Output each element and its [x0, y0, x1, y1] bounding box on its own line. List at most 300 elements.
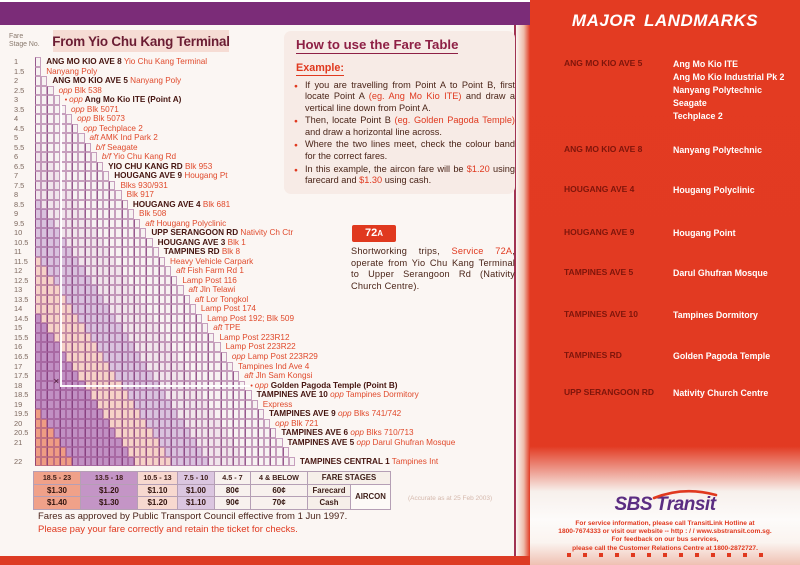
farecard-fare-cell: 80¢ [215, 484, 251, 497]
stop-label [171, 266, 244, 276]
stop-name: Lamp Post 223R29 [245, 351, 318, 361]
stop-label [258, 400, 293, 410]
stop-label [239, 371, 312, 381]
stop-name: Blk 1 [225, 237, 246, 247]
road-name: Ang Mo Kio ITE (Point A) [82, 95, 182, 105]
landmark-place: Ang Mo Kio Industrial Pk 2 [673, 72, 785, 82]
stop-name: opp [275, 418, 289, 428]
stop-label [252, 390, 419, 400]
landmark-place: Nanyang Polytechnic [673, 85, 762, 95]
landmark-place: Ang Mo Kio ITE [673, 59, 738, 69]
service-72a-badge [352, 225, 396, 242]
cash-fare-cell: $1.20 [138, 497, 178, 510]
tear-line-dot [615, 553, 619, 557]
stop-label [159, 247, 240, 257]
service-badge-text: 72 [364, 227, 378, 240]
stage-number: 21 [14, 437, 23, 447]
tear-line-dot [567, 553, 571, 557]
stop-name: Hougang Pt [182, 171, 228, 181]
stop-label [245, 381, 397, 391]
stop-name: aft [89, 133, 99, 143]
fare-band-cells [35, 342, 221, 352]
stop-name: Blks 930/931 [120, 180, 168, 190]
stage-number: 12 [14, 266, 23, 276]
stage-number: 7 [14, 171, 19, 181]
landmark-places [673, 58, 794, 123]
stop-label [227, 352, 318, 362]
stop-name: aft [194, 294, 204, 304]
stop-label [47, 76, 181, 86]
stop-name: Lamp Post 223R22 [225, 342, 296, 352]
howto-bullet-list [294, 80, 515, 188]
landmark-places [673, 227, 794, 240]
stop-name: opp [58, 85, 73, 95]
fare-band-cells [35, 200, 128, 210]
stage-number: 6.5 [14, 161, 25, 171]
stage-number: 9.5 [14, 218, 25, 228]
stage-number: 9 [14, 209, 19, 219]
stop-name: aft [213, 323, 223, 333]
stop-name: opp [348, 428, 364, 438]
fare-stage-row [8, 400, 455, 410]
cash-fare-cell: 70¢ [251, 497, 308, 510]
contact-info [533, 520, 797, 553]
instruction-text: Then, locate Point B [305, 115, 395, 126]
stop-name: b/f [101, 152, 111, 162]
cash-label: Cash [308, 497, 351, 510]
stage-number: 3.5 [14, 104, 25, 114]
fare-band-cells [35, 86, 54, 96]
fare-band-cells [35, 152, 97, 162]
example-horizontal-line [60, 385, 250, 388]
fare-band-cells [35, 228, 146, 238]
road-name: TAMPINES AVE 5 [287, 437, 355, 447]
road-name: HOUGANG AVE 9 [114, 171, 183, 181]
fare-band-cells [35, 114, 72, 124]
highlighted-text: $1.30 [359, 174, 383, 185]
stop-label [66, 105, 119, 115]
stage-number: 19.5 [14, 409, 29, 419]
road-name: Golden Pagoda Temple (Point B) [268, 380, 398, 390]
fare-band-cells [35, 419, 270, 429]
howto-bullet [294, 115, 515, 138]
stage-number: 8.5 [14, 199, 25, 209]
stop-label [289, 447, 294, 457]
stage-number: 5 [14, 133, 19, 143]
fare-band-cells [35, 238, 153, 248]
service-72a-description [351, 246, 515, 292]
stage-number: 13.5 [14, 294, 29, 304]
landmark-place: Seagate [673, 98, 707, 108]
landmark-road: TAMPINES AVE 5 [564, 267, 634, 277]
page-title: From Yio Chu Kang Terminal [52, 33, 230, 49]
stage-number: 11 [14, 247, 22, 257]
howto-bullet [294, 139, 515, 162]
landmark-place: Nativity Church Centre [673, 388, 769, 398]
stop-label [221, 342, 296, 352]
stop-name: opp [83, 123, 97, 133]
stage-number: 4.5 [14, 123, 25, 133]
stage-number [8, 447, 35, 457]
stop-name: Tampines Ind Ave 4 [238, 361, 310, 371]
stop-label [146, 228, 293, 238]
stage-number: 18 [14, 380, 23, 390]
major-landmarks-panel [530, 0, 800, 565]
road-name: ANG MO KIO AVE 8 [46, 57, 122, 66]
landmark-road: ANG MO KIO AVE 8 [564, 144, 643, 154]
stop-label [134, 209, 166, 219]
fare-band-cells [35, 181, 115, 191]
stop-label [295, 457, 438, 467]
stop-name: opp [335, 409, 352, 419]
stop-name: Blks 741/742 [351, 409, 402, 419]
stage-number: 18.5 [14, 390, 29, 400]
fare-stage-row [8, 209, 455, 219]
aircon-label: AIRCON [351, 484, 391, 509]
stage-number: 12.5 [14, 275, 29, 285]
road-name: HOUGANG AVE 4 [132, 199, 201, 209]
stop-name: opp [77, 114, 91, 124]
landmark-places [673, 267, 794, 280]
stage-number: 14.5 [14, 313, 29, 323]
stop-label [177, 276, 236, 286]
tear-line-dot [631, 553, 635, 557]
stage-number: 2 [14, 76, 19, 86]
landmark-place: Hougang Polyclinic [673, 185, 755, 195]
stop-name: b/f [95, 142, 105, 152]
landmark-place: Nanyang Polytechnic [673, 145, 762, 155]
accuracy-note: (Accurate as at 25 Feb 2003) [408, 495, 493, 502]
cash-fare-cell: $1.10 [178, 497, 215, 510]
fare-stage-row [8, 409, 455, 419]
tear-line-dot [711, 553, 715, 557]
service-badge-text: A [377, 228, 384, 238]
highlighted-text: (eg. Ang Mo Kio ITE) [368, 91, 462, 102]
fare-band-cells [35, 276, 177, 286]
fare-stage-row [8, 371, 455, 381]
fare-band-cells [35, 390, 252, 400]
fare-range-cell: 18.5 - 23 [34, 472, 81, 485]
fare-stage-row [8, 447, 455, 457]
logo-swoosh-icon [652, 488, 718, 500]
stop-name: Nanyang Poly [46, 66, 98, 76]
fare-band-cells [35, 95, 60, 105]
stage-number: 16 [14, 342, 23, 352]
stop-label [190, 295, 249, 305]
contact-line: For service information, please call TransitLink Hotline at [575, 520, 755, 527]
service-description-text: Shortworking trips, [351, 246, 452, 256]
howto-bullet [294, 164, 515, 187]
tear-line-dot [599, 553, 603, 557]
stop-name: Blk 5071 [84, 104, 119, 114]
stop-name: Fish Farm Rd 1 [185, 266, 244, 276]
road-name: HOUGANG AVE 3 [157, 237, 226, 247]
stop-name: Blk 681 [200, 199, 231, 209]
example-intersection-marker: ✕ [53, 377, 60, 386]
stop-name: Nativity Ch Ctr [238, 228, 294, 238]
stop-name: Darul Ghufran Mosque [370, 437, 456, 447]
fare-stage-column-label [9, 33, 53, 49]
fare-range-cell: 4 & BELOW [251, 472, 308, 485]
tear-line-dot [727, 553, 731, 557]
stage-number: 4 [14, 114, 19, 124]
bottom-red-strip [0, 556, 530, 565]
stop-label [122, 190, 154, 200]
fare-band-cells [35, 371, 239, 381]
stop-name: Tampines Int [389, 456, 439, 466]
stop-name: aft [244, 371, 254, 381]
stage-number: 17 [14, 361, 23, 371]
stop-name: Lamp Post 116 [182, 275, 237, 285]
contact-line: For feedback on our bus services, [611, 536, 719, 544]
stop-name: opp [327, 390, 344, 400]
stop-name: Blk 538 [72, 85, 102, 95]
stop-name: Lor Tongkol [203, 294, 249, 304]
fare-band-cells [35, 247, 159, 257]
major-landmarks-title: MAJOR LANDMARKS [571, 11, 759, 30]
stop-label [270, 419, 318, 429]
fare-band-cells [35, 295, 190, 305]
fare-stage-row [8, 323, 455, 333]
stop-label [208, 323, 240, 333]
stage-number: 8 [14, 190, 19, 200]
landmark-road: UPP SERANGOON RD [564, 387, 655, 397]
fare-stage-row [8, 304, 455, 314]
landmark-place: Hougang Point [673, 228, 736, 238]
landmark-place: Techplace 2 [673, 111, 723, 121]
stop-name: Yio Chu Kang Rd [110, 152, 177, 162]
fare-band-cells [35, 162, 103, 172]
stage-number: 22 [14, 456, 23, 466]
fare-band-cells [35, 143, 91, 153]
point-marker: • [64, 97, 70, 105]
stop-name: Blk 508 [139, 209, 167, 219]
fare-stage-row [8, 333, 455, 343]
stop-name: Blk 721 [288, 418, 319, 428]
fare-band-cells [35, 124, 78, 134]
stage-number: 6 [14, 152, 19, 162]
stop-label [264, 409, 401, 419]
fare-stage-row [8, 362, 455, 372]
stop-name: Jln Sam Kongsi [253, 371, 313, 381]
fare-stage-row [8, 438, 455, 448]
stage-number: 1.5 [14, 66, 25, 76]
contact-line: please call the Customer Relations Centre at 1800-2872727. [572, 544, 758, 552]
stop-label [115, 181, 167, 191]
fare-band-cells [35, 190, 122, 200]
fare-stage-row [8, 352, 455, 362]
landmark-places [673, 387, 794, 400]
landmark-place: Golden Pagoda Temple [673, 351, 771, 361]
road-name: TAMPINES AVE 10 [256, 390, 328, 400]
stop-name: Blk 953 [182, 161, 213, 171]
landmark-road: TAMPINES AVE 10 [564, 309, 638, 319]
tear-line-dot [583, 553, 587, 557]
stop-label [283, 438, 456, 448]
fare-range-cell: 7.5 - 10 [178, 472, 215, 485]
tear-line-dot [679, 553, 683, 557]
instruction-text: using farecard and [305, 163, 515, 185]
stop-label [276, 428, 413, 438]
fare-stage-row [8, 457, 455, 467]
road-name: ANG MO KIO AVE 5 [52, 76, 128, 86]
stop-label [233, 362, 309, 372]
stop-label [165, 257, 253, 267]
cash-fare-cell: $1.30 [81, 497, 138, 510]
panel-fold-gradient [516, 25, 530, 556]
stage-number: 10.5 [14, 237, 29, 247]
landmark-places [673, 184, 794, 197]
instruction-text: and draw a horizontal line across. [305, 126, 442, 137]
landmark-road: HOUGANG AVE 9 [564, 227, 635, 237]
stage-number: 15 [14, 323, 23, 333]
stop-name: Blk 917 [126, 190, 154, 200]
fare-band-cells [35, 400, 258, 410]
stop-name: aft [188, 285, 198, 295]
fare-range-cell: 13.5 - 18 [81, 472, 138, 485]
stop-name: opp [70, 104, 85, 114]
fare-band-cells [35, 257, 165, 267]
road-name: TAMPINES AVE 9 [268, 409, 336, 419]
stop-name: Techplace 2 [96, 123, 143, 133]
top-purple-band [0, 2, 530, 25]
stop-name: Seagate [104, 142, 138, 152]
contact-line: 1800-7674333 or visit our website -- http : / / www.sbstransit.com.sg. [558, 528, 772, 536]
stage-number: 3 [14, 95, 19, 105]
fare-band-cells [35, 438, 283, 448]
instruction-text: If you are travelling from Point A to Point B, first locate Point A [305, 80, 515, 102]
landmark-road: ANG MO KIO AVE 5 [564, 58, 643, 68]
landmark-places [673, 144, 794, 157]
stage-number: 10 [14, 228, 23, 238]
fare-stage-row [8, 390, 455, 400]
stage-number: 13 [14, 285, 23, 295]
stop-label [109, 171, 227, 181]
tear-line-dot [695, 553, 699, 557]
tear-line-dot [663, 553, 667, 557]
fare-stage-row [8, 342, 455, 352]
road-name: TAMPINES CENTRAL 1 [299, 456, 390, 466]
fares-approved-note: Fares as approved by Public Transport Council effective from 1 Jun 1997. [38, 511, 348, 522]
stop-label [54, 86, 102, 96]
tear-line-dot [647, 553, 651, 557]
stop-label [85, 133, 158, 143]
stage-number: 15.5 [14, 332, 29, 342]
service-number-text: Service 72A [451, 246, 513, 256]
stop-name: Blk 8 [219, 247, 241, 257]
fare-band-cells [35, 447, 289, 457]
stop-label [140, 219, 226, 229]
stop-label [78, 124, 143, 134]
stop-label [41, 57, 207, 67]
stop-name: Jln Telawi [197, 285, 236, 295]
point-marker: • [250, 382, 255, 390]
stage-number: 17.5 [14, 371, 29, 381]
stop-label [103, 162, 212, 172]
pay-fare-note: Please pay your fare correctly and retain the ticket for checks. [38, 524, 298, 535]
stop-label [202, 314, 294, 324]
tear-line-dot [759, 553, 763, 557]
fare-band-cells [35, 352, 227, 362]
dotted-tear-line [530, 553, 800, 557]
fare-stage-row [8, 200, 455, 210]
farecard-fare-cell: $1.20 [81, 484, 138, 497]
road-name: TAMPINES RD [163, 247, 220, 257]
logo-transit-text: Transit [656, 494, 716, 516]
fare-band-cells [35, 362, 233, 372]
stage-number: 14 [14, 304, 23, 314]
stop-label [184, 285, 236, 295]
stop-label [91, 143, 138, 153]
stop-name: AMK Ind Park 2 [98, 133, 158, 143]
highlighted-text: $1.20 [466, 163, 490, 174]
fare-band-cells [35, 457, 295, 467]
stop-name: opp [354, 437, 371, 447]
stop-name: opp [69, 95, 83, 105]
stop-label [72, 114, 125, 124]
stage-number: 19 [14, 399, 23, 409]
fare-band-cells [35, 428, 276, 438]
stage-number: 1 [14, 57, 19, 66]
stop-name: Express [262, 399, 293, 409]
fare-band-cells [35, 76, 47, 86]
example-vertical-line [60, 105, 63, 386]
stop-name: TPE [222, 323, 241, 333]
fare-band-cells [35, 285, 184, 295]
fare-range-cell: 4.5 - 7 [215, 472, 251, 485]
stop-name: opp [231, 351, 246, 361]
fare-band-cells [35, 409, 264, 419]
road-name: YIO CHU KANG RD [108, 161, 183, 171]
stop-label [214, 333, 289, 343]
logo-sbs-text: SBS [614, 494, 653, 515]
fare-stage-row [8, 419, 455, 429]
stop-label [97, 152, 176, 162]
landmark-place: Tampines Dormitory [673, 310, 758, 320]
fare-stage-row [8, 428, 455, 438]
stop-name: Lamp Post 174 [200, 304, 256, 314]
road-name: UPP SERANGOON RD [151, 228, 239, 238]
instruction-text: using cash. [382, 174, 432, 185]
fare-band-cells [35, 209, 134, 219]
howto-title: How to use the Fare Table [296, 37, 459, 52]
fare-range-cell: 10.5 - 13 [138, 472, 178, 485]
stop-name: Lamp Post 223R12 [219, 332, 290, 342]
farecard-fare-cell: 60¢ [251, 484, 308, 497]
fare-stages-header: FARE STAGES [308, 472, 391, 485]
fare-band-cells [35, 266, 171, 276]
stage-number: 20.5 [14, 428, 29, 438]
stop-name: Heavy Vehicle Carpark [169, 256, 254, 266]
stop-name: aft [145, 218, 155, 228]
cash-fare-cell: 90¢ [215, 497, 251, 510]
farecard-fare-cell: $1.30 [34, 484, 81, 497]
road-name: TAMPINES AVE 6 [281, 428, 349, 438]
cash-fare-cell: $1.40 [34, 497, 81, 510]
howto-bullet [294, 80, 515, 114]
landmark-places [673, 309, 794, 322]
stage-number: 5.5 [14, 142, 25, 152]
stop-label [128, 200, 230, 210]
stop-name: Lamp Post 192; Blk 509 [207, 313, 294, 323]
fare-stage-column-label-line1: Fare [9, 33, 24, 40]
stage-number: 16.5 [14, 351, 29, 361]
stop-name: opp [254, 380, 269, 390]
tear-line-dot [743, 553, 747, 557]
example-label: Example: [296, 62, 345, 74]
stage-number: 2.5 [14, 85, 25, 95]
stop-name: Tampines Dormitory [343, 390, 419, 400]
